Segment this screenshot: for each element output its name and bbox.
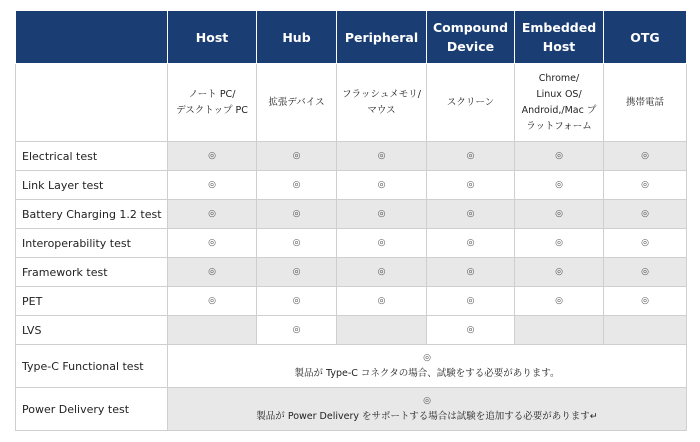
table-row-pet [16, 287, 687, 316]
support-mark: ◎ [427, 287, 515, 316]
support-mark: ◎ [515, 171, 604, 200]
table-row-interoperability-test [16, 229, 687, 258]
support-mark: ◎ [604, 200, 687, 229]
support-mark: ◎ [515, 287, 604, 316]
table-row-power-delivery-test [16, 388, 687, 431]
support-mark: ◎ [337, 229, 427, 258]
table-row-electrical-test [16, 142, 687, 171]
table-row-type-c-functional-test [16, 345, 687, 388]
support-mark: ◎ [604, 229, 687, 258]
support-mark: ◎ [168, 142, 257, 171]
row-label: Power Delivery test [16, 388, 168, 431]
header-corner [16, 11, 168, 64]
column-header-embedded-host: Embedded Host [515, 11, 604, 64]
example-host: ノート PC/ デスクトップ PC [168, 64, 257, 142]
column-header-hub: Hub [257, 11, 337, 64]
support-mark: ◎ [515, 142, 604, 171]
row-label: Electrical test [16, 142, 168, 171]
row-label: Link Layer test [16, 171, 168, 200]
table-row-battery-charging-test [16, 200, 687, 229]
header-row [16, 11, 687, 64]
support-mark: ◎ [427, 142, 515, 171]
row-label: Type-C Functional test [16, 345, 168, 388]
support-mark: ◎ [257, 142, 337, 171]
support-mark [515, 316, 604, 345]
support-mark: ◎ [257, 287, 337, 316]
table-row-link-layer-test [16, 171, 687, 200]
example-embedded-host: Chrome/ Linux OS/ Android,/Mac プ ラットフォーム [515, 64, 604, 142]
support-mark: ◎ [257, 229, 337, 258]
support-mark: ◎ [427, 229, 515, 258]
example-hub: 拡張デバイス [257, 64, 337, 142]
row-label: Battery Charging 1.2 test [16, 200, 168, 229]
table-row-lvs [16, 316, 687, 345]
support-mark: ◎ [337, 287, 427, 316]
spanning-note-cell [168, 388, 687, 431]
support-mark: ◎ [337, 171, 427, 200]
requirement-note: 製品が Power Delivery をサポートする場合は試験を追加する必要があります↵ [256, 411, 598, 422]
support-mark: ◎ [257, 316, 337, 345]
support-mark: ◎ [168, 171, 257, 200]
support-mark: ◎ [604, 287, 687, 316]
support-mark: ◎ [604, 258, 687, 287]
row-label: Interoperability test [16, 229, 168, 258]
support-mark: ◎ [168, 287, 257, 316]
support-mark: ◎ [604, 171, 687, 200]
support-mark: ◎ [168, 258, 257, 287]
spanning-note-cell [168, 345, 687, 388]
example-devices-row [16, 64, 687, 142]
column-header-host: Host [168, 11, 257, 64]
row-label: Framework test [16, 258, 168, 287]
usb-test-matrix-table [15, 10, 687, 431]
support-mark [168, 316, 257, 345]
example-peripheral: フラッシュメモリ/ マウス [337, 64, 427, 142]
support-mark: ◎ [168, 229, 257, 258]
support-mark: ◎ [427, 200, 515, 229]
column-header-otg: OTG [604, 11, 687, 64]
column-header-peripheral: Peripheral [337, 11, 427, 64]
support-mark: ◎ [515, 229, 604, 258]
support-mark: ◎ [257, 200, 337, 229]
support-mark: ◎ [604, 142, 687, 171]
support-mark: ◎ [337, 200, 427, 229]
support-mark [337, 316, 427, 345]
support-mark: ◎ [427, 171, 515, 200]
example-row-label [16, 64, 168, 142]
support-mark: ◎ [257, 258, 337, 287]
support-mark: ◎ [427, 258, 515, 287]
example-compound-device: スクリーン [427, 64, 515, 142]
support-mark: ◎ [168, 200, 257, 229]
support-mark: ◎ [337, 142, 427, 171]
support-mark: ◎ [515, 200, 604, 229]
support-mark: ◎ [423, 396, 431, 406]
table-row-framework-test [16, 258, 687, 287]
column-header-compound-device: Compound Device [427, 11, 515, 64]
support-mark [604, 316, 687, 345]
support-mark: ◎ [427, 316, 515, 345]
row-label: PET [16, 287, 168, 316]
support-mark: ◎ [423, 353, 431, 363]
support-mark: ◎ [337, 258, 427, 287]
row-label: LVS [16, 316, 168, 345]
support-mark: ◎ [515, 258, 604, 287]
requirement-note: 製品が Type-C コネクタの場合、試験をする必要があります。 [294, 368, 560, 379]
example-otg: 携帯電話 [604, 64, 687, 142]
support-mark: ◎ [257, 171, 337, 200]
